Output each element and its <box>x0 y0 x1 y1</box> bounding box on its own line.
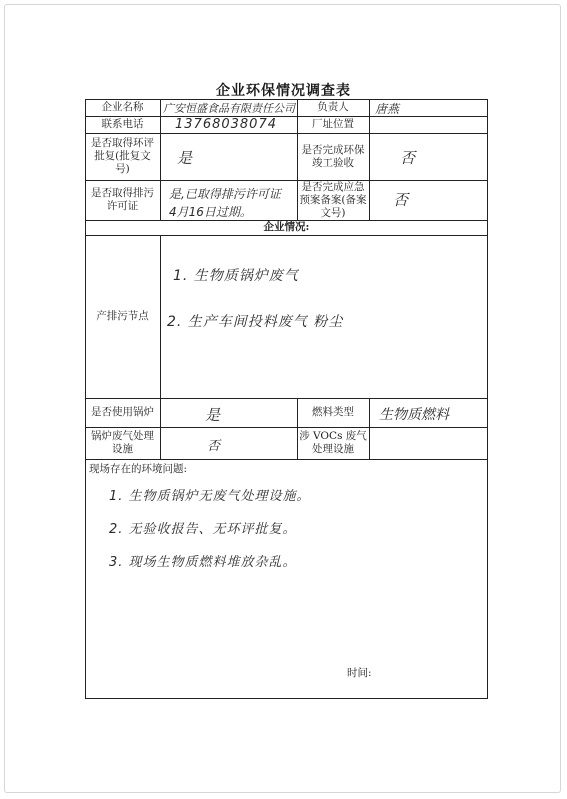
issue-item-2: 2. 无验收报告、无环评批复。 <box>109 522 297 537</box>
emergency-label: 是否完成应急预案备案(备案文号) <box>299 180 367 219</box>
pollution-item-1: 1. 生物质锅炉废气 <box>173 268 299 284</box>
eia-value: 是 <box>177 149 193 167</box>
company-name-value: 广安恒盛食品有限责任公司 <box>163 102 295 115</box>
survey-form <box>85 99 488 699</box>
pollution-label: 产排污节点 <box>96 310 149 322</box>
permit-value-line1: 是,已取得排污许可证 <box>169 187 281 201</box>
fuel-value: 生物质燃料 <box>379 407 449 423</box>
responsible-label: 负责人 <box>317 101 349 113</box>
page-title: 企业环保情况调查表 <box>216 83 351 99</box>
permit-value-line2: 4月16日过期。 <box>169 205 252 219</box>
permit-label: 是否取得排污许可证 <box>91 187 154 212</box>
responsible-value: 唐燕 <box>375 102 400 116</box>
time-label: 时间: <box>347 667 372 679</box>
issues-label: 现场存在的环境问题: <box>89 463 188 475</box>
issue-item-3: 3. 现场生物质燃料堆放杂乱。 <box>109 555 297 570</box>
boiler-value: 是 <box>205 406 221 424</box>
emergency-value: 否 <box>393 191 409 209</box>
acceptance-label: 是否完成环保竣工验收 <box>301 143 365 169</box>
section-header: 企业情况: <box>263 221 310 233</box>
phone-value: 13768038074 <box>175 117 277 132</box>
phone-label: 联系电话 <box>101 118 144 130</box>
acceptance-value: 否 <box>400 149 416 167</box>
boiler-label: 是否使用锅炉 <box>91 406 154 418</box>
boiler-gas-value: 否 <box>207 439 221 454</box>
boiler-gas-label: 锅炉废气处理设施 <box>91 430 154 455</box>
pollution-item-2: 2. 生产车间投料废气 粉尘 <box>167 314 344 330</box>
company-name-label: 企业名称 <box>101 101 144 113</box>
vocs-label: 涉 VOCs 废气处理设施 <box>299 430 367 455</box>
location-label: 厂址位置 <box>312 118 354 130</box>
eia-label: 是否取得环评批复(批复文号) <box>91 137 154 175</box>
fuel-label: 燃料类型 <box>312 406 354 418</box>
issue-item-1: 1. 生物质锅炉无废气处理设施。 <box>109 489 311 504</box>
